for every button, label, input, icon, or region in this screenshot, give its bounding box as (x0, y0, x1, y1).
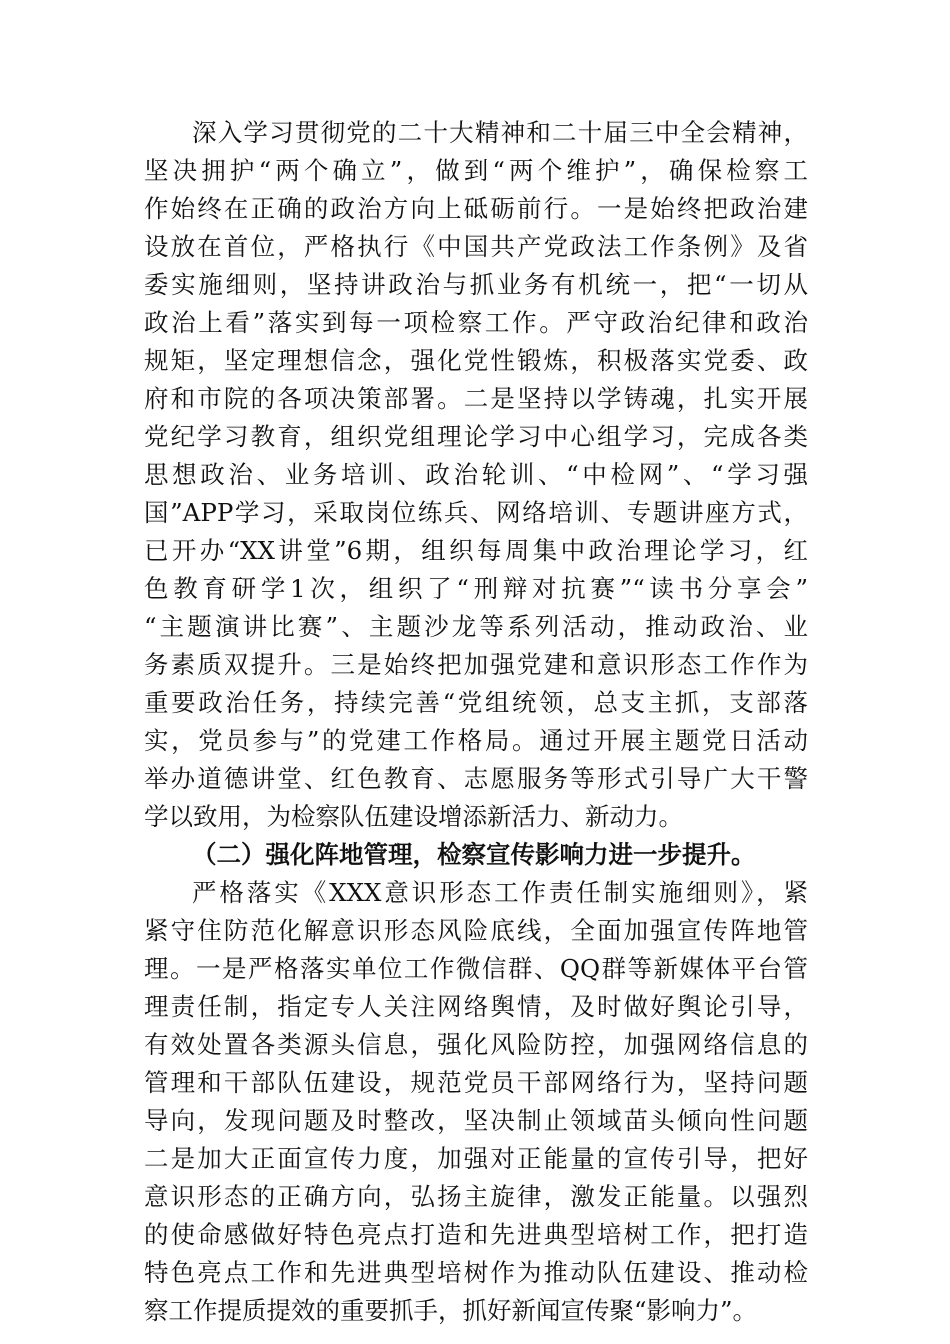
paragraph-line: 深入学习贯彻党的二十大精神和二十届三中全会精神， (192, 118, 808, 147)
paragraph-line: 管理和干部队伍建设，规范党员干部网络行为，坚持问题 (144, 1068, 808, 1097)
paragraph-line: 意识形态的正确方向，弘扬主旋律，激发正能量。以强烈 (144, 1182, 808, 1211)
paragraph-line: 党纪学习教育，组织党组理论学习中心组学习，完成各类 (144, 422, 808, 451)
paragraph-line: 坚决拥护“两个确立”，做到“两个维护”，确保检察工 (144, 156, 808, 185)
paragraph-line: 作始终在正确的政治方向上砥砺前行。一是始终把政治建 (144, 194, 808, 223)
paragraph-line: 紧守住防范化解意识形态风险底线，全面加强宣传阵地管 (144, 916, 808, 945)
paragraph-line: 严格落实《XXX意识形态工作责任制实施细则》，紧 (192, 878, 808, 907)
paragraph-line: “主题演讲比赛”、主题沙龙等系列活动，推动政治、业 (144, 612, 808, 641)
paragraph-line: 国”APP学习，采取岗位练兵、网络培训、专题讲座方式， (144, 498, 808, 527)
paragraph-line: 理。一是严格落实单位工作微信群、QQ群等新媒体平台管 (144, 954, 808, 983)
paragraph-line: 规矩，坚定理想信念，强化党性锻炼，积极落实党委、政 (144, 346, 808, 375)
paragraph-line: 政治上看”落实到每一项检察工作。严守政治纪律和政治 (144, 308, 808, 337)
paragraph-line: 导向，发现问题及时整改，坚决制止领域苗头倾向性问题 (144, 1106, 808, 1135)
paragraph-line: 察工作提质提效的重要抓手，抓好新闻宣传聚“影响力”。 (144, 1296, 758, 1325)
paragraph-line: 府和市院的各项决策部署。二是坚持以学铸魂，扎实开展 (144, 384, 808, 413)
paragraph-line: 务素质双提升。三是始终把加强党建和意识形态工作作为 (144, 650, 808, 679)
paragraph-line: 色教育研学1次，组织了“刑辩对抗赛”“读书分享会” (144, 574, 808, 603)
section-heading: （二）强化阵地管理，检察宣传影响力进一步提升。 (192, 840, 756, 869)
paragraph-line: 重要政治任务，持续完善“党组统领，总支主抓，支部落 (144, 688, 808, 717)
paragraph-line: 已开办“XX讲堂”6期，组织每周集中政治理论学习，红 (144, 536, 808, 565)
paragraph-line: 有效处置各类源头信息，强化风险防控，加强网络信息的 (144, 1030, 808, 1059)
paragraph-line: 思想政治、业务培训、政治轮训、“中检网”、“学习强 (144, 460, 808, 489)
paragraph-line: 特色亮点工作和先进典型培树作为推动队伍建设、推动检 (144, 1258, 808, 1287)
paragraph-line: 委实施细则，坚持讲政治与抓业务有机统一，把“一切从 (144, 270, 808, 299)
paragraph-line: 设放在首位，严格执行《中国共产党政法工作条例》及省 (144, 232, 808, 261)
paragraph-line: 理责任制，指定专人关注网络舆情，及时做好舆论引导， (144, 992, 808, 1021)
paragraph-line: 的使命感做好特色亮点打造和先进典型培树工作，把打造 (144, 1220, 808, 1249)
paragraph-line: 二是加大正面宣传力度，加强对正能量的宣传引导，把好 (144, 1144, 808, 1173)
paragraph-line: 举办道德讲堂、红色教育、志愿服务等形式引导广大干警 (144, 764, 808, 793)
paragraph-line: 学以致用，为检察队伍建设增添新活力、新动力。 (144, 802, 683, 831)
paragraph-line: 实，党员参与”的党建工作格局。通过开展主题党日活动 (144, 726, 808, 755)
